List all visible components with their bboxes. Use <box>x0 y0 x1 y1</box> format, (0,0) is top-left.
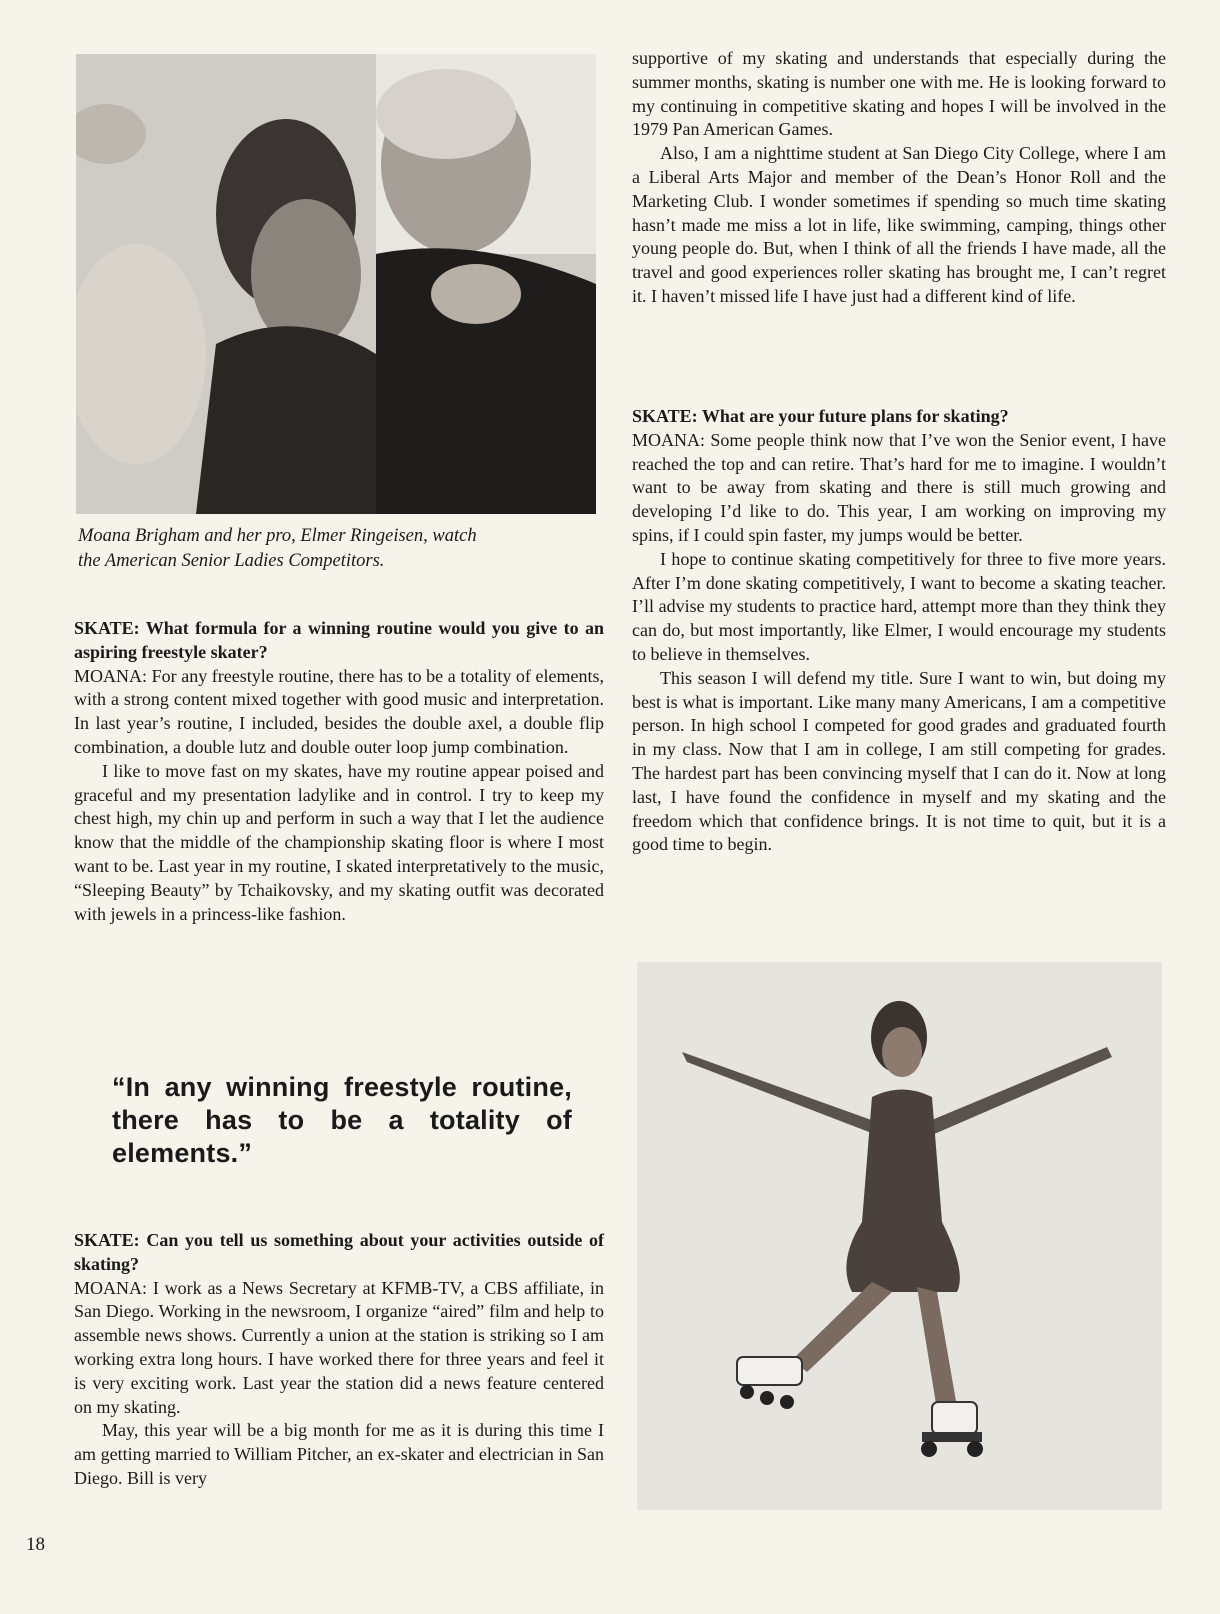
photo-illustration <box>76 54 596 514</box>
answer-paragraph <box>632 429 1166 548</box>
photo-caption <box>78 524 598 574</box>
interview-section-winning-routine <box>74 617 604 926</box>
question-text: Can you tell us something about your activities outside of skating? <box>74 1230 605 1274</box>
body-paragraph: I like to move fast on my skates, have my routine appear poised and graceful and my presentation ladylike and in control. I try to keep my chest high, my chin up and perform in such a way that I let the audience know that the middle of the championship skating floor is where I most want to be. Last year in my routine, I skated interpretatively to the music, “Sleeping Beauty” by Tchaikovsky, and my skating outfit was decorated with jewels in a princess-like fashion. <box>74 760 604 924</box>
answer-paragraph <box>74 665 604 760</box>
body-paragraph: Also, I am a nighttime student at San Diego City College, where I am a Liberal Arts Major and member of the Dean’s Honor Roll and the Marketing Club. I wonder sometimes if spending so much time skating hasn’t made me miss a lot in life, like swimming, camping, things other young people do. But, when I think of all the friends I have made, all the travel and good experiences roller skating has brought me, I can’t regret it. I haven’t missed life I have just had a different kind of life. <box>632 143 1166 306</box>
question-text: What are your future plans for skating? <box>701 406 1009 426</box>
body-paragraph: I hope to continue skating competitively for three to five more years. After I’m done skating competitively, I want to become a skating teacher. I’ll advise my students to practice hard, attempt more than they think they can do, but most importantly, like Elmer, I would encourage my students to believe in themselves. <box>632 548 1166 664</box>
photo-skater <box>637 962 1162 1510</box>
answer-text: Some people think now that I’ve won the Senior event, I have reached the top and can retire. That’s hard for me to imagine. I wouldn’t want to be away from skating and there is still much growing and developing I’d like to do. This year, I am working on improving my spins, if I could spin faster, my jumps would be better. <box>632 429 1167 545</box>
body-paragraph: This season I will defend my title. Sure I want to win, but doing my best is what is important. Like many many Americans, I am a competitive person. In high school I competed for good grades and graduated fourth in my class. Now that I am in college, I am still competing for grades. The hardest part has been convincing myself that I can do it. Now at long last, I have found the confidence in myself and my skating and the freedom which that confidence brings. It is not time to quit, but it is a good time to begin. <box>632 667 1166 855</box>
pull-quote: “In any winning freestyle routine, there has to be a totality of elements.” <box>112 1072 572 1168</box>
question-heading <box>74 1229 604 1277</box>
skate-tag: SKATE: <box>74 618 140 638</box>
question-heading <box>632 405 1166 429</box>
photo-moana-and-coach <box>76 54 596 514</box>
answer-paragraph <box>74 1277 604 1420</box>
answer-text: For any freestyle routine, there has to be a totality of elements, with a strong content mixed together with good music and interpretation. In last year’s routine, I included, besides the double axel, a double flip combination, a double lutz and double outer loop jump combination. <box>74 665 604 757</box>
caption-line-1: Moana Brigham and her pro, Elmer Ringeisen, watch <box>78 526 477 546</box>
body-paragraph: May, this year will be a big month for me as it is during this time I am getting married to William Pitcher, an ex-skater and electrician in San Diego. Bill is very <box>74 1420 604 1488</box>
skate-tag: SKATE: <box>74 1230 140 1250</box>
page-number: 18 <box>26 1534 45 1555</box>
skate-tag: SKATE: <box>632 406 698 426</box>
moana-tag: MOANA: <box>74 1277 148 1298</box>
caption-line-2: the American Senior Ladies Competitors. <box>78 551 385 571</box>
interview-section-activities <box>74 1229 604 1491</box>
answer-text: I work as a News Secretary at KFMB-TV, a CBS affiliate, in San Diego. Working in the newsroom, I organize “aired” film and help to assemble news shows. Currently a union at the station is striking so I am working extra long hours. I have worked there for three years and feel it is very exciting work. Last year the station did a news feature centered on my skating. <box>74 1277 604 1417</box>
interview-continuation <box>632 47 1166 309</box>
moana-tag: MOANA: <box>632 429 706 450</box>
moana-tag: MOANA: <box>74 665 148 686</box>
question-text: What formula for a winning routine would you give to an aspiring freestyle skater? <box>74 618 604 662</box>
skater-illustration <box>637 962 1162 1510</box>
interview-section-future-plans <box>632 405 1166 857</box>
question-heading <box>74 617 604 665</box>
continued-paragraph: supportive of my skating and understands that especially during the summer months, skating is number one with me. He is looking forward to my continuing in competitive skating and hopes I will be involved in the 1979 Pan American Games. <box>632 48 1166 140</box>
